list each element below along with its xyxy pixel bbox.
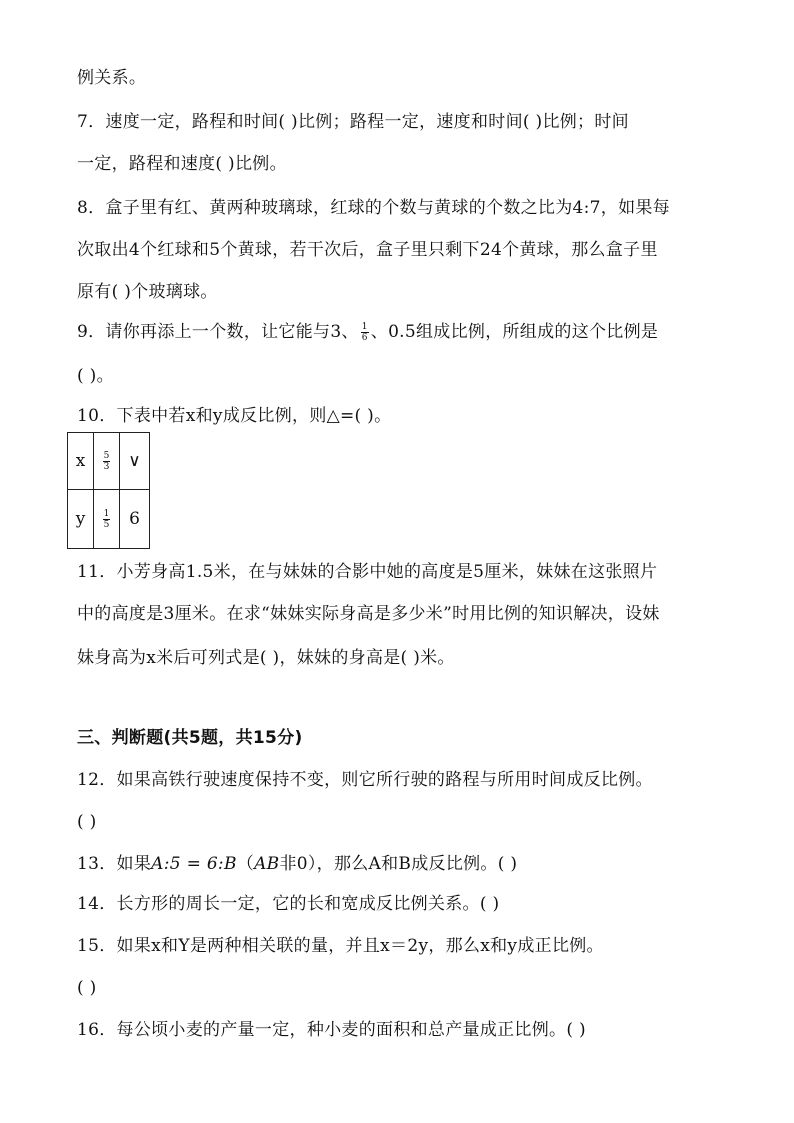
question-13-text-post: 非0），那么A和B成反比例。( ) [279, 854, 518, 874]
question-11-line-1: 11．小芳身高1.5米，在与妹妹的合影中她的高度是5厘米，妹妹在这张照片 [77, 562, 658, 582]
table-row [68, 490, 150, 549]
question-13-text-pre: 13．如果 [77, 854, 152, 874]
section-heading: 三、判断题(共5题，共15分) [77, 728, 303, 748]
question-8-line-3: 原有( )个玻璃球。 [77, 282, 218, 302]
question-9-text-post: 、0.5组成比例，所组成的这个比例是 [370, 322, 659, 342]
question-12-line-1: 12．如果高铁行驶速度保持不变，则它所行驶的路程与所用时间成反比例。 [77, 770, 653, 790]
question-7-line-1: 7．速度一定，路程和时间( )比例；路程一定，速度和时间( )比例；时间 [77, 112, 629, 132]
question-11-line-2: 中的高度是3厘米。在求“妹妹实际身高是多少米”时用比例的知识解决，设妹 [77, 604, 660, 624]
question-8-line-1: 8．盒子里有红、黄两种玻璃球，红球的个数与黄球的个数之比为4:7，如果每 [77, 198, 670, 218]
fraction-numerator: 1 [361, 322, 368, 332]
question-16-line: 16．每公顷小麦的产量一定，种小麦的面积和总产量成正比例。( ) [77, 1020, 586, 1040]
question-15-line-1: 15．如果x和Y是两种相关联的量，并且x＝2y，那么x和y成正比例。 [77, 936, 604, 956]
text-line: 例关系。 [77, 68, 147, 88]
table-row [68, 433, 150, 490]
fraction-numerator: 5 [103, 450, 110, 461]
fraction [103, 509, 111, 530]
table-cell-fraction [94, 490, 120, 549]
fraction [103, 451, 111, 472]
fraction-denominator: 5 [103, 519, 110, 530]
table-cell-value: ∨ [120, 433, 150, 490]
question-12-line-2: ( ) [77, 812, 97, 832]
question-15-line-2: ( ) [77, 978, 97, 998]
fraction-denominator: 6 [361, 333, 368, 343]
question-9-line-2: ( )。 [77, 366, 114, 386]
fraction-denominator: 3 [103, 461, 110, 472]
question-11-line-3: 妹身高为x米后可列式是( )，妹妹的身高是( )米。 [77, 648, 455, 668]
fraction-one-sixth [361, 322, 369, 343]
question-13-paren: （ [236, 854, 255, 874]
question-8-line-2: 次取出4个红球和5个黄球，若干次后，盒子里只剩下24个黄球，那么盒子里 [77, 240, 658, 260]
table-cell-label: y [68, 490, 94, 549]
question-7-line-2: 一定，路程和速度( )比例。 [77, 154, 287, 174]
table-cell-value: 6 [120, 490, 150, 549]
fraction-numerator: 1 [103, 508, 110, 519]
table-cell-label: x [68, 433, 94, 490]
xy-table [67, 432, 150, 549]
table-cell-fraction [94, 433, 120, 490]
question-14-line: 14．长方形的周长一定，它的长和宽成反比例关系。( ) [77, 894, 500, 914]
question-9-text-pre: 9．请你再添上一个数，让它能与3、 [77, 322, 359, 342]
question-13-line [77, 852, 517, 876]
question-13-ab: AB [254, 854, 280, 874]
question-10-line: 10．下表中若x和y成反比例，则△=( )。 [77, 406, 392, 426]
question-13-expression: A:5 = 6:B [151, 854, 237, 874]
question-9-line-1 [77, 320, 658, 344]
